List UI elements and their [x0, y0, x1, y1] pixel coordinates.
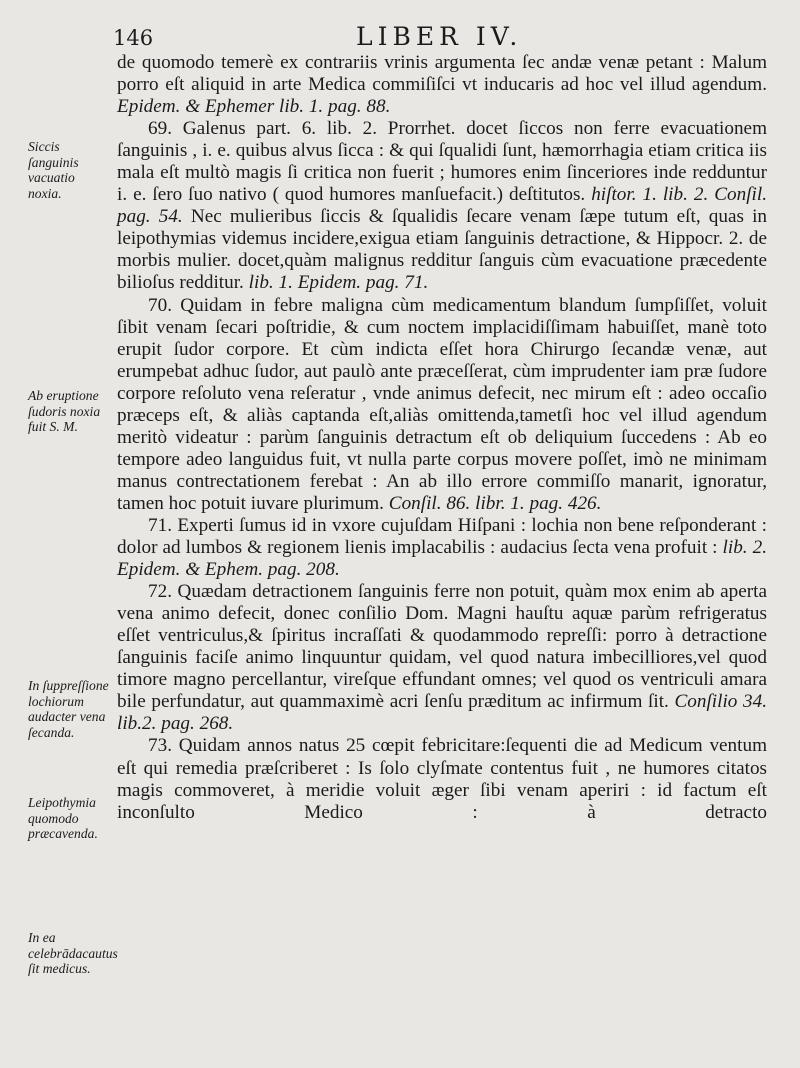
paragraph-71	[117, 515, 767, 581]
paragraph-text: Nec mulieribus ſiccis & ſqualidis ſecare venam ſæpe tutum eſt, quas in leipothymias videmus incidere,exigua etiam ſanguinis detractione, & Hippocr. 2. de morbis mulier. docet,quàm malignus redditur ſanguis cùm evacuatione præcedente bilioſus redditur.	[117, 206, 768, 294]
paragraph-text: de quomodo temerè ex contrariis vrinis argumenta ſec andæ venæ petant : Malum porro eſt aliquid in arte Medica commiſiſci vt inducaris ad hoc vel illud agendum.	[117, 52, 767, 96]
citation: lib. 2. Epidem. & Ephem. pag. 208.	[117, 537, 768, 581]
citation: lib. 1. Epidem. pag. 71.	[248, 272, 429, 294]
paragraph-70	[117, 295, 767, 515]
sidenote-siccis: Siccis ſanguinis vacuatio noxia.	[28, 139, 79, 201]
sidenote-leipothymia: Leipothymia quomodo præcavenda.	[28, 795, 98, 841]
paragraph-text: 70. Quidam in febre maligna cùm medicamentum blandum ſumpſiſſet, voluit ſibit venam ſecari poſtridie, & cum noctem implacidiſſimam habuiſſet, manè toto erupit ſudor corpore. Et cùm indicta eſſet hora Chirurgo ſecandæ venæ, aut erumpebat adhuc ſudor, aut paulò ante præceſſerat, cùm imprudenter iam præ ſudore corpore reſoluto vena reſeratur , vnde animus defecit, nec mirum eſt : adeo occaſio præceps eſt, & aliàs captanda eſt,aliàs omittenda,tametſi hoc vel illud agendum meritò videatur : parùm ſanguinis detractum eſt ob deliquium ſuccedens : Ab eo tempore adeo languidus fuit, vt nulla parte corpus movere poſſet, imò ne minimam manus contrectationem ferebat : An ab illo errore commiſſo manarit, ignoratur, tamen hoc potuit iuvare plurimum.	[117, 294, 767, 514]
main-text	[117, 52, 767, 824]
sidenote-in-ea: In ea celebrādacautus ſit medicus.	[28, 930, 118, 976]
running-title: LIBER IV.	[356, 22, 523, 51]
paragraph-72	[117, 581, 767, 735]
citation: Epidem. & Ephemer lib. 1. pag. 88.	[117, 96, 391, 118]
page-number: 146	[113, 26, 154, 50]
paragraph-text: 72. Quædam detractionem ſanguinis ferre non potuit, quàm mox enim ab aperta vena animo defecit, donec conſilio Dom. Magni hauſtu aquæ parùm refrigeratus eſſet ventriculus,& ſpiritus incraſſati & quodammodo repreſſi: porro à detractione ſanguinis faciſe animo linquuntur quidam, vel quod natura imbecilliores,vel quod timore magno percellantur, vireſque effundant omnes; vel quod os ventriculi amara bile perfundatur, aut quammaximè acri ſenſu præditum ac infirmum ſit.	[117, 581, 767, 713]
sidenote-in-suppressione: In ſuppreſſione lochiorum audacter vena ſecanda.	[28, 678, 109, 740]
paragraph-text: 71. Experti ſumus id in vxore cujuſdam Hiſpani : lochia non bene reſponderant : dolor ad lumbos & regionem lienis implacabilis : audacius ſecta vena profuit :	[117, 514, 767, 559]
citation: Conſil. 86. libr. 1. pag. 426.	[388, 492, 602, 514]
paragraph-continuation	[117, 52, 767, 118]
citation: hiſtor. 1. lib. 2. Conſil. pag. 54.	[117, 184, 767, 228]
paragraph-69	[117, 118, 767, 294]
sidenote-ab-eruptione: Ab eruptione ſudoris noxia fuit S. M.	[28, 388, 101, 434]
paragraph-text: 69. Galenus part. 6. lib. 2. Prorrhet. docet ſiccos non ferre evacuationem ſanguinis , i. e. quibus alvus ſicca : & qui ſqualidi ſunt, hæmorrhagia etiam critica iis mala eſt multò magis ſi critica non fuerit ; humores enim ſinceriores inde redduntur i. e. ſero ſuo nativo ( quod humores manſuefacit.) deſtitutos.	[117, 118, 767, 206]
citation: Conſilio 34. lib.2. pag. 268.	[117, 691, 768, 735]
paragraph-text: 73. Quidam annos natus 25 cœpit febricitare:ſequenti die ad Medicum ventum eſt qui remedia præſcriberet : Is ſolo clyſmate contentus fuit , ne humores citatos magis commoveret, à meridie voluit æger ſibi venam aperiri : id factum eſt inconſulto Medico : à detracto	[117, 735, 767, 823]
paragraph-73	[117, 735, 767, 823]
